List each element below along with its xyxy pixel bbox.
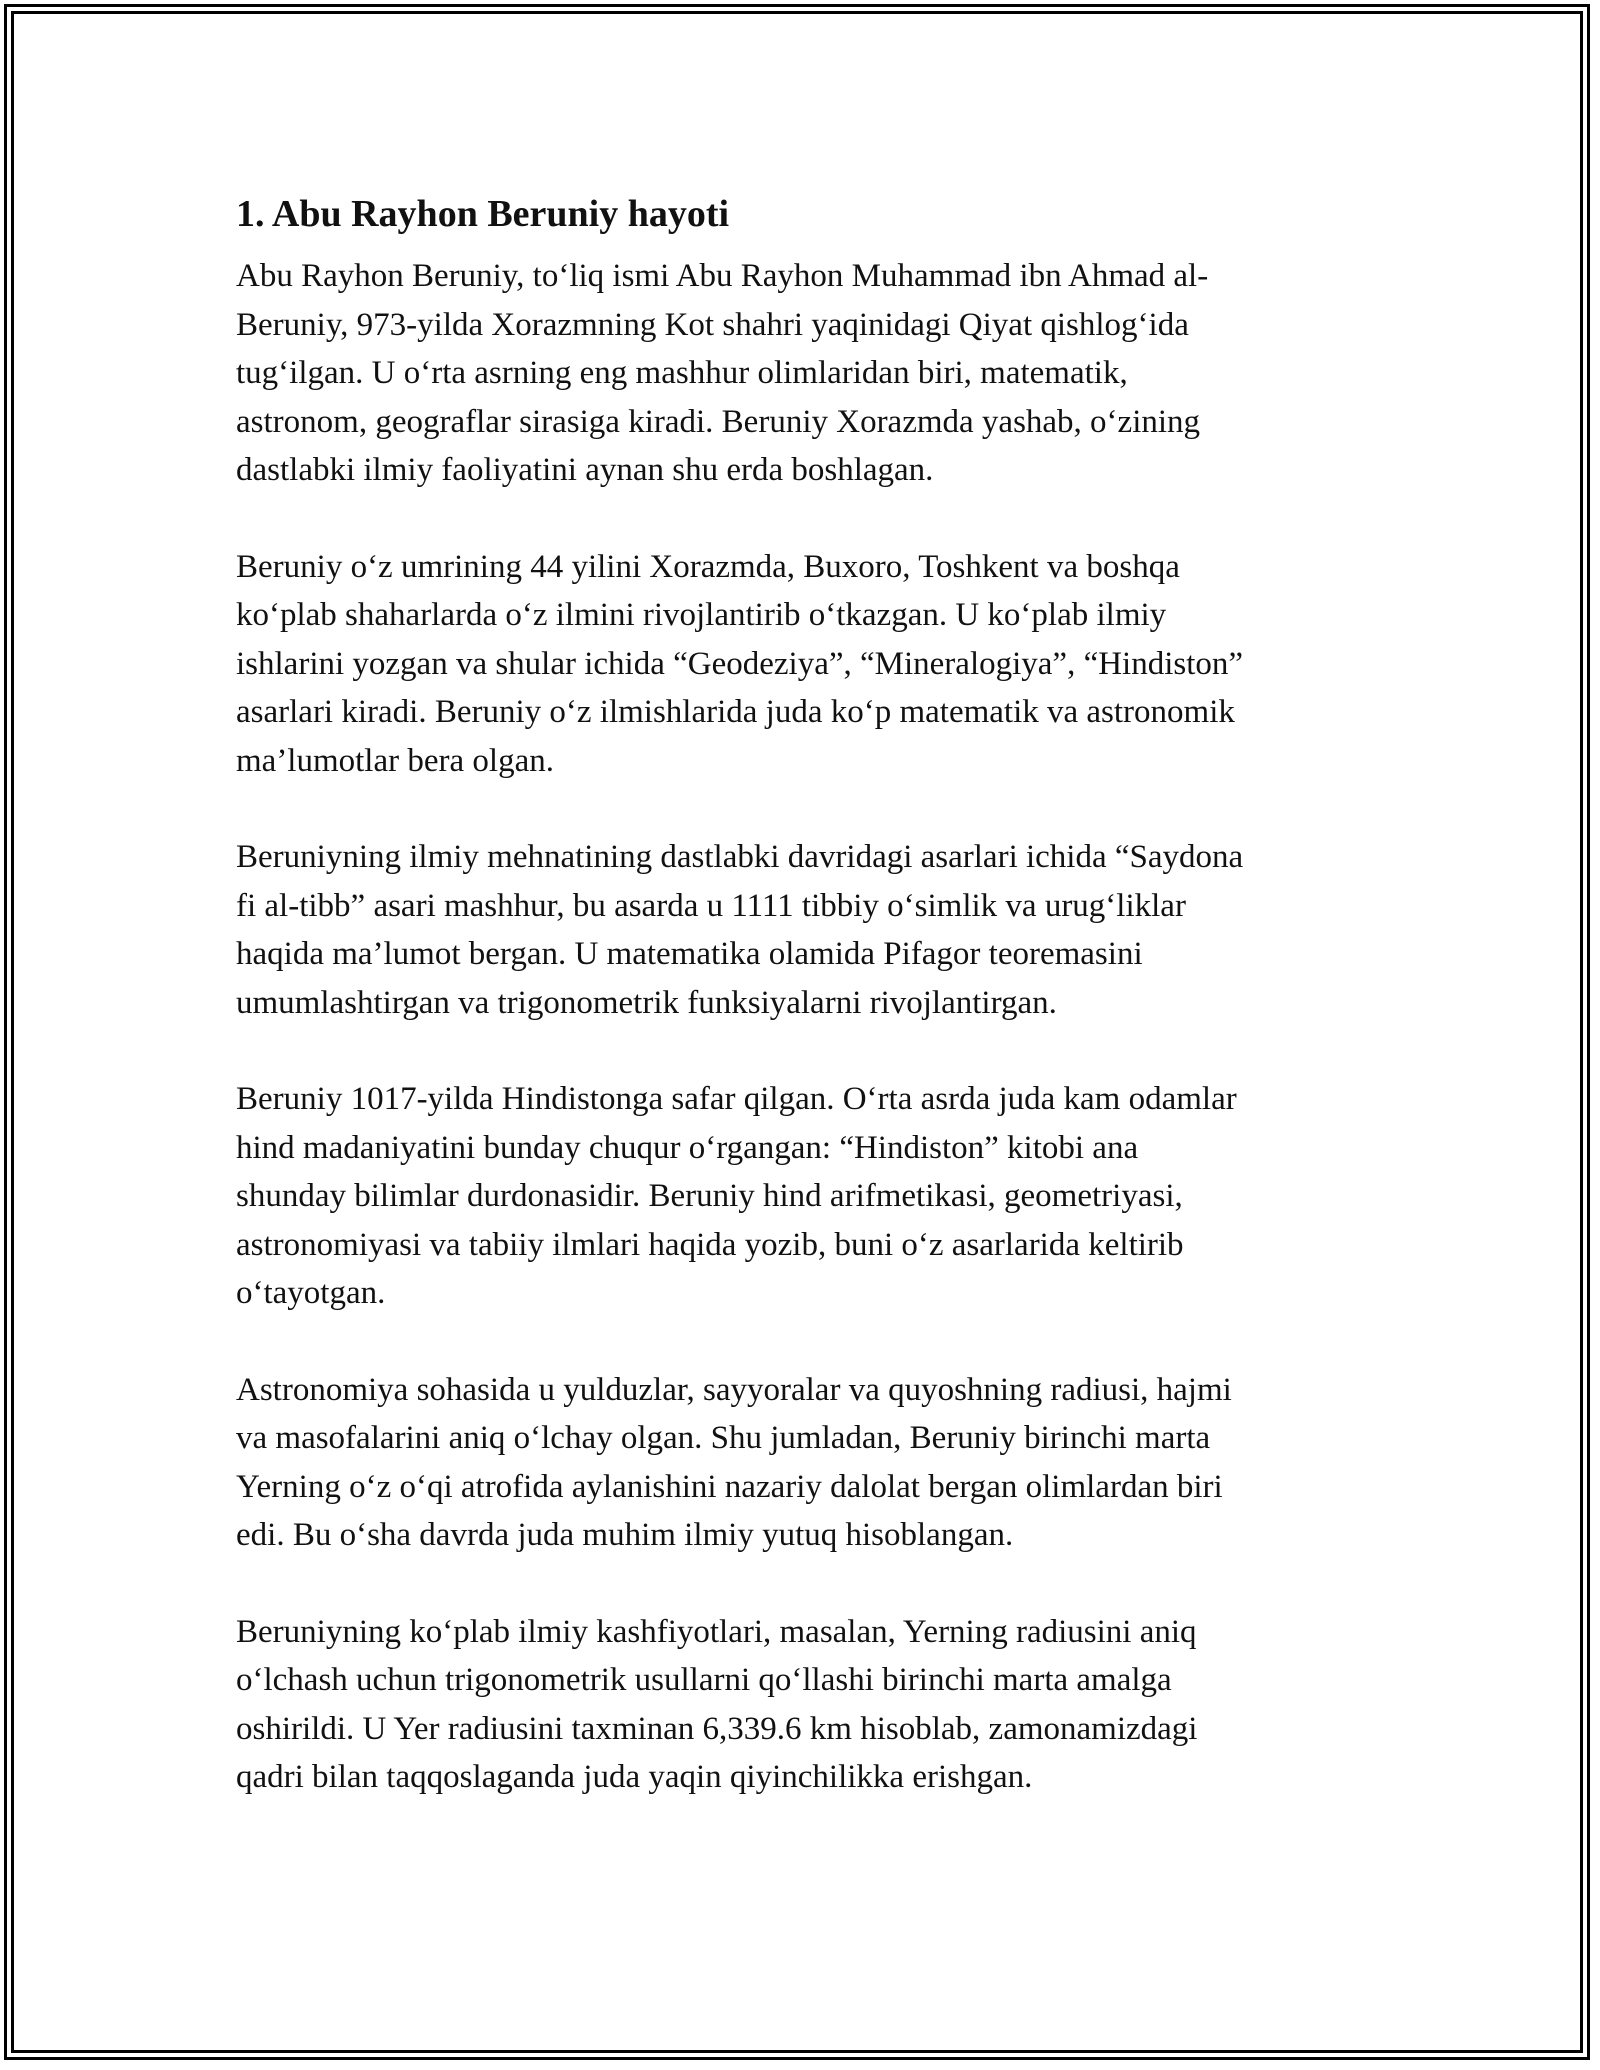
paragraph-line: Beruniyning ilmiy mehnatining dastlabki davridagi asarlari ichida “Saydona bbox=[236, 839, 1244, 875]
paragraph-line: hind madaniyatini bunday chuqur o‘rgangan: “Hindiston” kitobi ana bbox=[236, 1129, 1139, 1166]
paragraph-line: shunday bilimlar durdonasidir. Beruniy hind arifmetikasi, geometriyasi, bbox=[236, 1178, 1183, 1214]
paragraph-line: o‘tayotgan. bbox=[236, 1275, 386, 1311]
paragraph-line: tug‘ilgan. U o‘rta asrning eng mashhur olimlaridan biri, matematik, bbox=[236, 355, 1128, 391]
paragraph-2 bbox=[236, 543, 1366, 786]
paragraph-line: ishlarini yozgan va shular ichida “Geodeziya”, “Mineralogiya”, “Hindiston” bbox=[236, 645, 1244, 682]
paragraph-line: oshirildi. U Yer radiusini taxminan 6,339.6 km hisoblab, zamonamizdagi bbox=[236, 1710, 1198, 1747]
paragraph-6 bbox=[236, 1608, 1366, 1802]
paragraph-line: haqida ma’lumot bergan. U matematika olamida Pifagor teoremasini bbox=[236, 936, 1143, 972]
paragraph-line: o‘lchash uchun trigonometrik usullarni qo‘llashi birinchi marta amalga bbox=[236, 1662, 1172, 1698]
paragraph-line: Beruniy o‘z umrining 44 yilini Xorazmda, Buxoro, Toshkent va boshqa bbox=[236, 548, 1180, 585]
paragraph-line: va masofalarini aniq o‘lchay olgan. Shu jumladan, Beruniy birinchi marta bbox=[236, 1420, 1211, 1456]
paragraph-line: umumlashtirgan va trigonometrik funksiyalarni rivojlantirgan. bbox=[236, 984, 1057, 1021]
paragraph-line: fi al-tibb” asari mashhur, bu asarda u 1111 tibbiy o‘simlik va urug‘liklar bbox=[236, 887, 1186, 924]
paragraph-line: Yerning o‘z o‘qi atrofida aylanishini nazariy dalolat bergan olimlardan biri bbox=[236, 1468, 1223, 1505]
document-body bbox=[236, 186, 1366, 1850]
paragraph-line: qadri bilan taqqoslaganda juda yaqin qiyinchilikka erishgan. bbox=[236, 1759, 1033, 1795]
paragraph-line: Beruniy 1017-yilda Hindistonga safar qilgan. O‘rta asrda juda kam odamlar bbox=[236, 1081, 1237, 1117]
paragraph-3 bbox=[236, 833, 1366, 1027]
paragraph-line: Beruniy, 973-yilda Xorazmning Kot shahri yaqinidagi Qiyat qishlog‘ida bbox=[236, 306, 1189, 343]
paragraph-5 bbox=[236, 1366, 1366, 1560]
paragraph-line: Astronomiya sohasida u yulduzlar, sayyoralar va quyoshning radiusi, hajmi bbox=[236, 1371, 1232, 1408]
paragraph-line: Abu Rayhon Beruniy, to‘liq ismi Abu Rayhon Muhammad ibn Ahmad al- bbox=[236, 258, 1209, 294]
paragraph-line: ma’lumotlar bera olgan. bbox=[236, 742, 554, 779]
section-heading: 1. Abu Rayhon Beruniy hayoti bbox=[236, 193, 730, 235]
paragraph-line: Beruniyning ko‘plab ilmiy kashfiyotlari, masalan, Yerning radiusini aniq bbox=[236, 1613, 1197, 1650]
paragraph-1 bbox=[236, 252, 1366, 495]
paragraph-line: dastlabki ilmiy faoliyatini aynan shu erda boshlagan. bbox=[236, 452, 934, 488]
paragraph-line: asarlari kiradi. Beruniy o‘z ilmishlarida juda ko‘p matematik va astronomik bbox=[236, 694, 1235, 730]
paragraph-line: ko‘plab shaharlarda o‘z ilmini rivojlantirib o‘tkazgan. U ko‘plab ilmiy bbox=[236, 597, 1167, 633]
paragraph-4 bbox=[236, 1075, 1366, 1318]
paragraph-line: astronom, geograflar sirasiga kiradi. Beruniy Xorazmda yashab, o‘zining bbox=[236, 403, 1201, 440]
paragraph-line: edi. Bu o‘sha davrda juda muhim ilmiy yutuq hisoblangan. bbox=[236, 1517, 1014, 1553]
paragraph-line: astronomiyasi va tabiiy ilmlari haqida yozib, buni o‘z asarlarida keltirib bbox=[236, 1226, 1184, 1263]
